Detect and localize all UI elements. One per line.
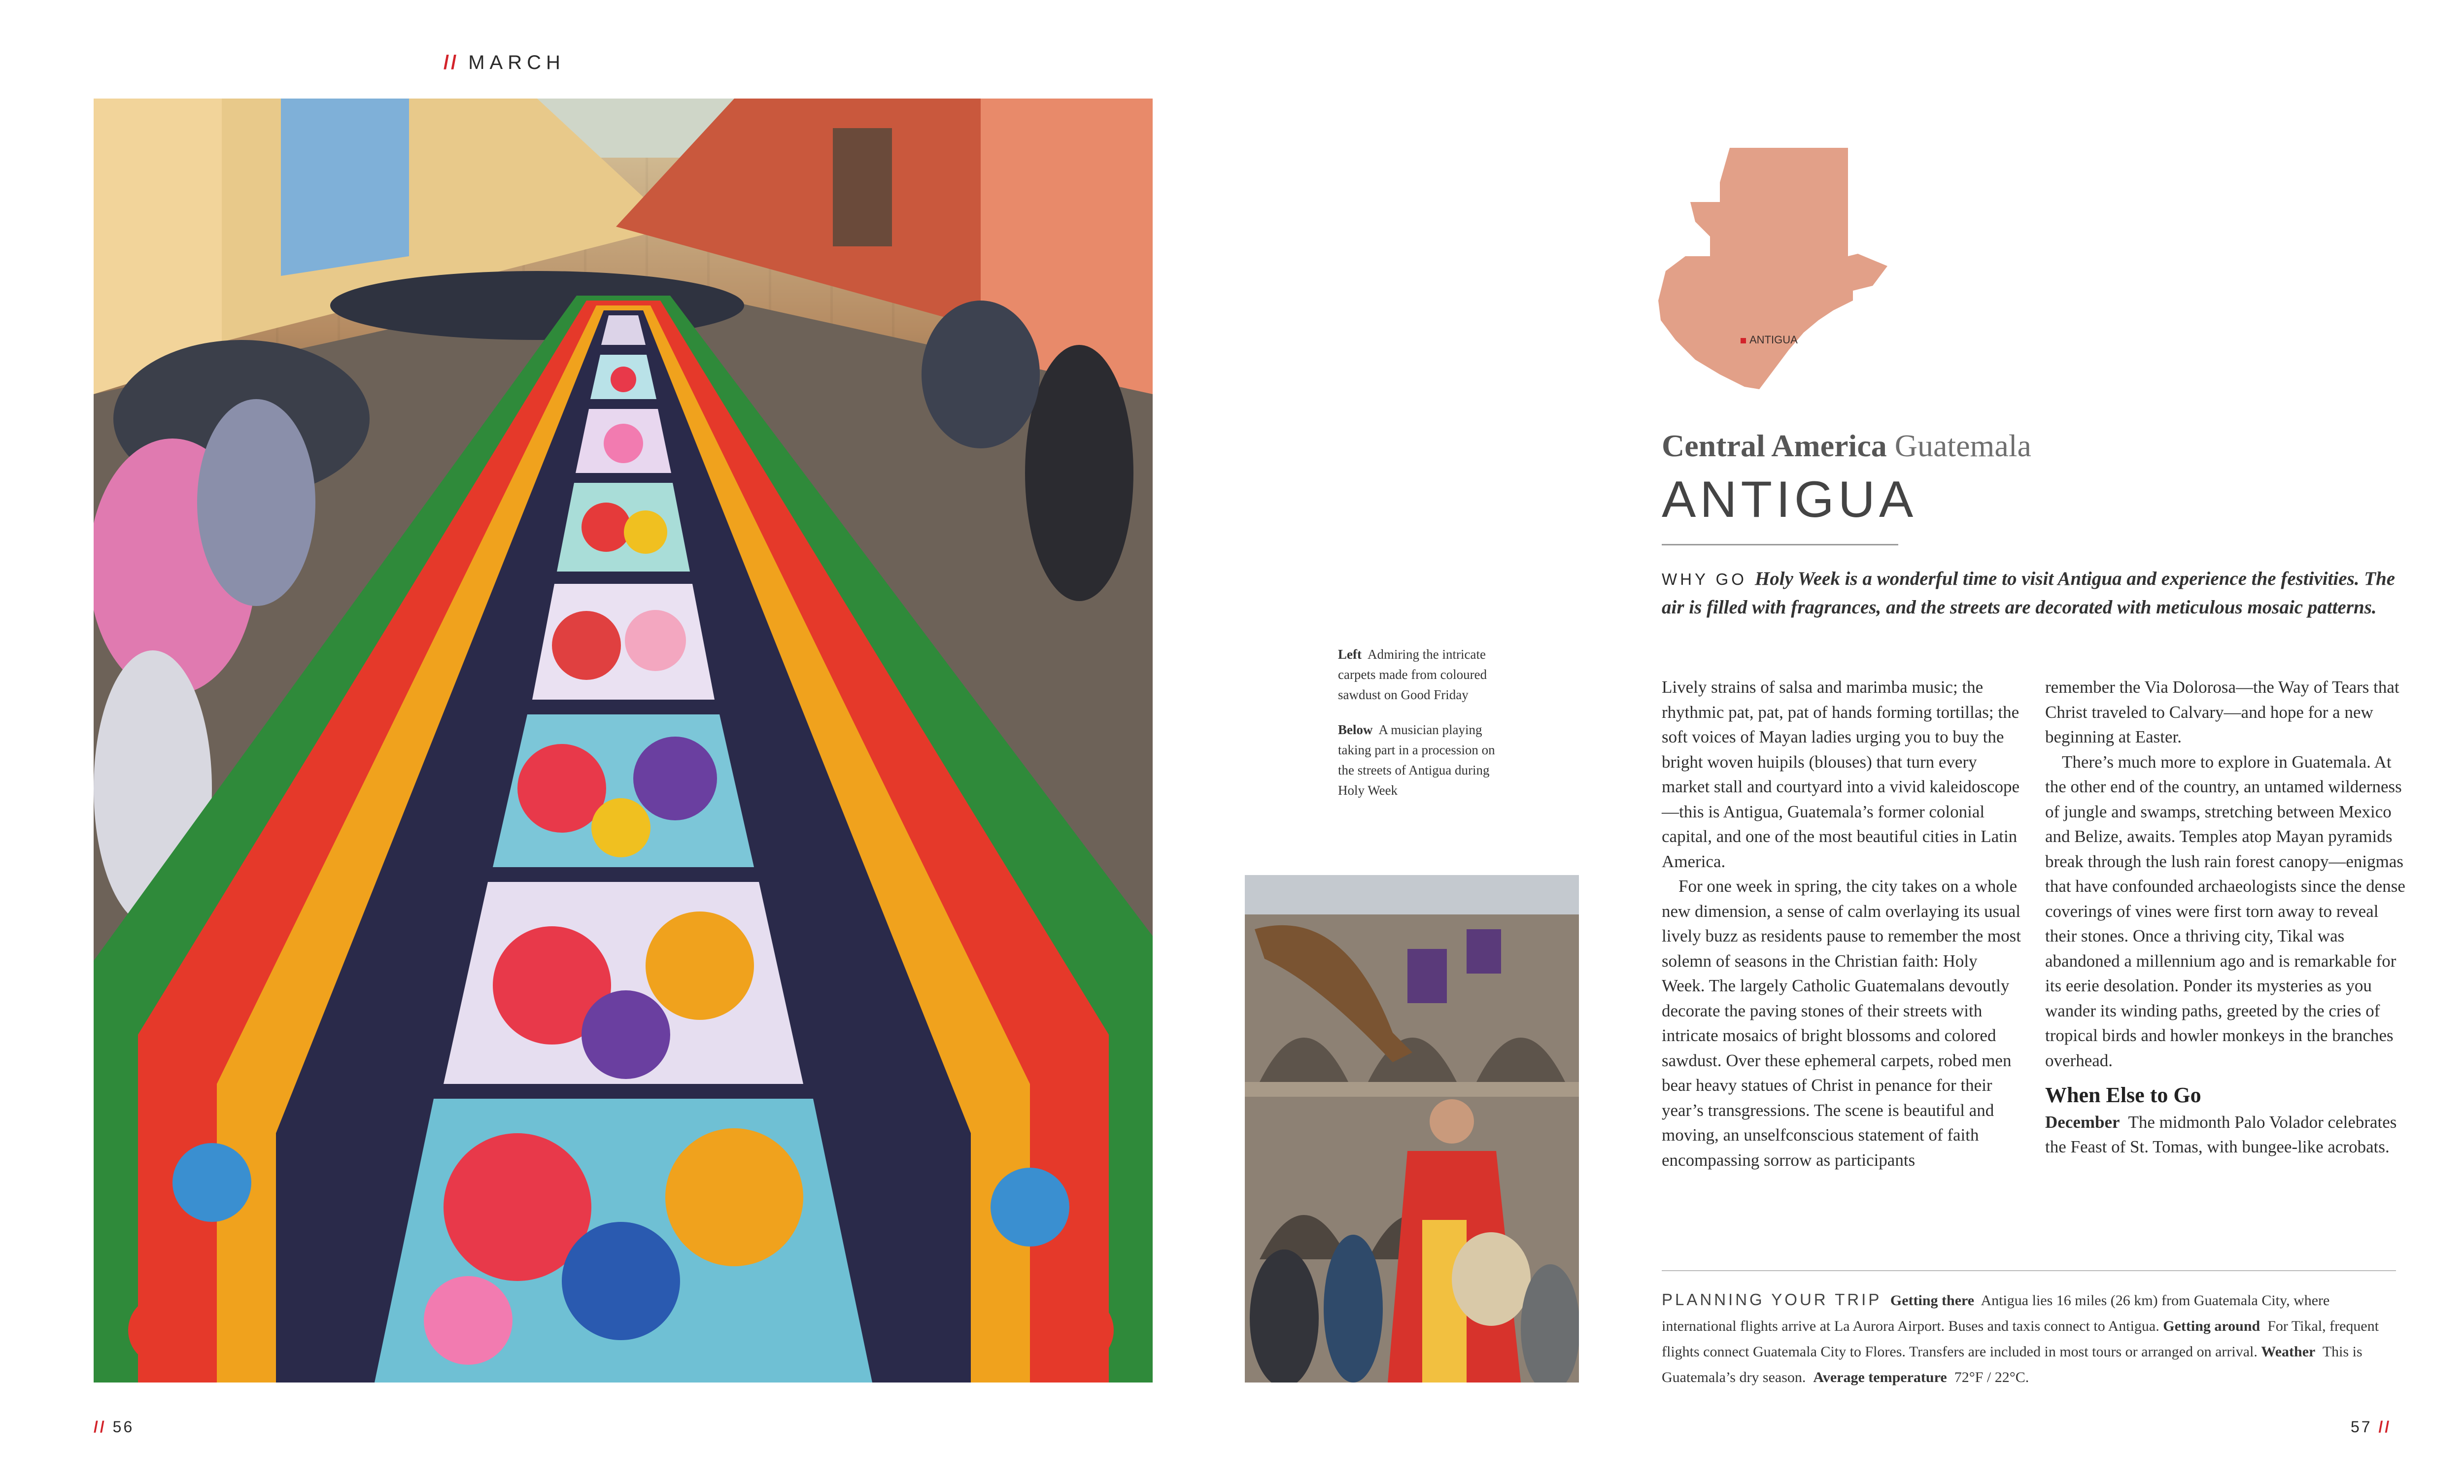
section-slashes: // (444, 52, 459, 73)
antigua-marker (1741, 338, 1746, 343)
title-rule (1662, 544, 1898, 545)
planning-rule (1662, 1270, 2396, 1271)
region-name: Central America (1662, 428, 1887, 463)
photo-captions (1338, 644, 1501, 815)
body-paragraph: There’s much more to explore in Guatemala. At the other end of the country, an untamed wilderness of jungle and swamps, stretching between Mexico and Belize, awaits. Temples atop Mayan pyramids break through the lush rain forest canopy—enigmas that have confounded archaeologists since the dense coverings of vines were first torn away to reveal their stones. Once a thriving city, Tikal was abandoned a millennium ago and is remarkable for its eerie desolation. Ponder its mysteries as you wander its winding paths, greeted by the cries of tropical birds and howler monkeys in the branches overhead. (2045, 752, 2405, 1070)
country-name: Guatemala (1894, 428, 2031, 463)
why-go (1662, 565, 2401, 621)
folio-left (94, 1418, 134, 1436)
caption-left (1338, 644, 1501, 705)
sawdust-carpet-illustration (94, 99, 1153, 1383)
folio-right (2351, 1418, 2391, 1436)
planning-item-label: Weather (2261, 1344, 2316, 1360)
folio-right-slashes: // (2378, 1418, 2392, 1436)
planning-item-label: Average temperature (1813, 1369, 1947, 1385)
page-number-left: 56 (112, 1418, 135, 1436)
when-else-label: December (2045, 1112, 2120, 1132)
photo-musician (1245, 875, 1579, 1383)
map-label-antigua: ANTIGUA (1749, 334, 1798, 346)
region-line (1662, 428, 2031, 464)
body-column-2 (2045, 675, 2407, 1160)
guatemala-map-shape (1656, 143, 1902, 399)
caption-below-label: Below (1338, 722, 1373, 737)
page-number-right: 57 (2351, 1418, 2372, 1436)
page-title: ANTIGUA (1662, 471, 1917, 528)
why-go-label: WHY GO (1662, 570, 1747, 588)
running-head (444, 52, 565, 74)
photo-sawdust-carpet (94, 99, 1153, 1383)
section-name: MARCH (468, 52, 565, 73)
planning-item-label: Getting there (1890, 1292, 1975, 1309)
caption-below (1338, 720, 1501, 801)
body-paragraph: For one week in spring, the city takes on a whole new dimension, a sense of calm overlaying its usual lively buzz as residents pause to remember the most solemn of seasons in the Christian faith: Holy Week. The largely Catholic Guatemalans devoutly decorate the paving stones of their streets with intricate mosaics of bright blossoms and colored sawdust. Over these ephemeral carpets, robed men bear heavy statues of Christ in penance for their year’s transgressions. The scene is beautiful and moving, an unselfconscious statement of faith encompassing sorrow as participants (1662, 877, 2021, 1170)
body-paragraph: remember the Via Dolorosa—the Way of Tears that Christ traveled to Calvary—and hope for a new beginning at Easter. (2045, 677, 2399, 746)
planning-item-text: For Tikal, frequent flights connect Guatemala City to Flores. Transfers are included in most tours or arranged on arrival. (1662, 1318, 2379, 1360)
why-go-text: Holy Week is a wonderful time to visit Antigua and experience the festivities. The air is filled with fragrances, and the streets are decorated with meticulous mosaic patterns. (1662, 568, 2396, 618)
when-else-heading: When Else to Go (2045, 1083, 2201, 1107)
musician-illustration (1245, 875, 1579, 1383)
guatemala-outline (1658, 148, 1887, 389)
caption-below-text: A musician playing taking part in a procession on the streets of Antigua during Holy Week (1338, 722, 1495, 798)
caption-left-label: Left (1338, 647, 1362, 662)
planning-item-text: This is Guatemala’s dry season. (1662, 1344, 2362, 1385)
planning-your-trip (1662, 1287, 2396, 1390)
planning-item-text: 72°F / 22°C. (1954, 1369, 2029, 1385)
body-column-1 (1662, 675, 2024, 1173)
folio-left-slashes: // (94, 1418, 106, 1436)
planning-item-text: Antigua lies 16 miles (26 km) from Guatemala City, where international flights arrive at La Aurora Airport. Buses and taxis connect to Antigua. (1662, 1292, 2330, 1334)
planning-label: PLANNING YOUR TRIP (1662, 1290, 1882, 1309)
guatemala-map (1656, 143, 1902, 399)
when-else-paragraph (2045, 1110, 2407, 1160)
caption-left-text: Admiring the intricate carpets made from coloured sawdust on Good Friday (1338, 647, 1487, 702)
when-else-text: The midmonth Palo Volador celebrates the Feast of St. Tomas, with bungee-like acrobats. (2045, 1112, 2397, 1156)
body-paragraph: Lively strains of salsa and marimba music; the rhythmic pat, pat, pat of hands forming tortillas; the soft voices of Mayan ladies urging you to buy the bright woven huipils (blouses) that turn every market stall and courtyard into a vivid kaleidoscope—this is Antigua, Guatemala’s former colonial capital, and one of the most beautiful cities in Latin America. (1662, 677, 2020, 871)
planning-item-label: Getting around (2163, 1318, 2260, 1334)
